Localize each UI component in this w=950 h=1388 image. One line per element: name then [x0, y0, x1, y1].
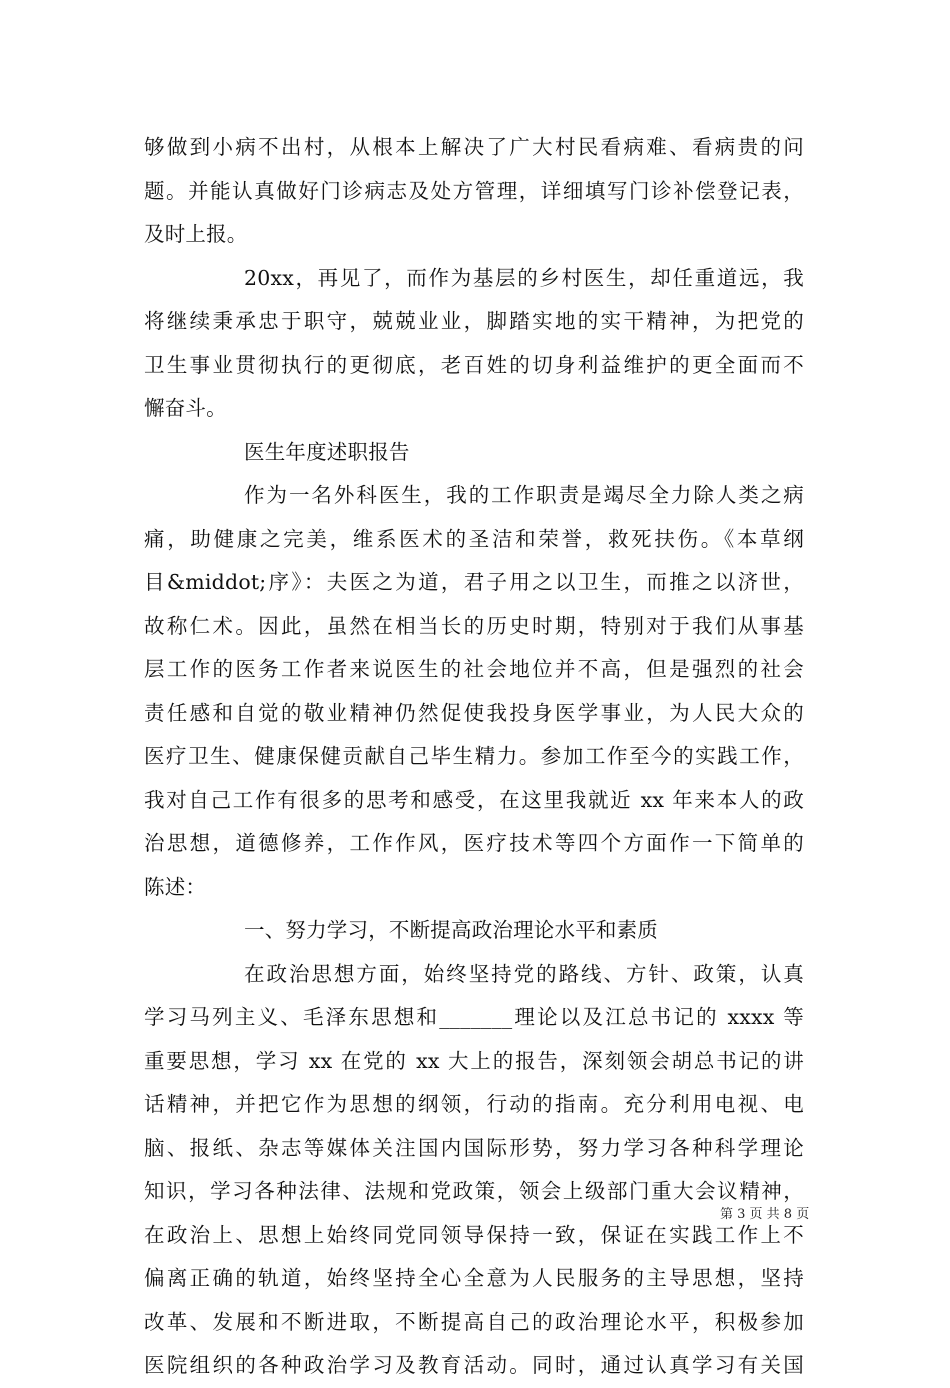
section-title: 医生年度述职报告 — [244, 439, 410, 464]
page-number-footer: 第 3 页 共 8 页 — [720, 1207, 810, 1222]
paragraph-line: 目&middot;序》：夫医之为道，君子用之以卫生，而推之以济世， — [144, 570, 804, 594]
paragraph-line: 在政治思想方面，始终坚持党的路线、方针、政策，认真 — [244, 961, 804, 986]
paragraph-line: 知识，学习各种法律、法规和党政策，领会上级部门重大会议精神， — [144, 1179, 804, 1203]
document-body — [144, 126, 804, 1388]
paragraph-line: 痛，助健康之完美，维系医术的圣洁和荣誉，救死扶伤。《本草纲 — [144, 526, 804, 551]
paragraph-line: 脑、报纸、杂志等媒体关注国内国际形势，努力学习各种科学理论 — [144, 1135, 804, 1160]
paragraph-line: 卫生事业贯彻执行的更彻底，老百姓的切身利益维护的更全面而不 — [144, 352, 804, 377]
paragraph-line: 及时上报。 — [144, 222, 248, 246]
paragraph-line: 改革、发展和不断进取，不断提高自己的政治理论水平，积极参加 — [144, 1309, 804, 1334]
paragraph-line: 偏离正确的轨道，始终坚持全心全意为人民服务的主导思想，坚持 — [144, 1266, 804, 1290]
paragraph-line: 将继续秉承忠于职守，兢兢业业，脚踏实地的实干精神，为把党的 — [144, 309, 804, 333]
paragraph-line: 懈奋斗。 — [144, 396, 227, 420]
paragraph-line: 我对自己工作有很多的思考和感受，在这里我就近 xx 年来本人的政 — [144, 787, 804, 812]
paragraph-line: 责任感和自觉的敬业精神仍然促使我投身医学事业，为人民大众的 — [144, 700, 804, 725]
paragraph-line: 层工作的医务工作者来说医生的社会地位并不高，但是强烈的社会 — [144, 657, 804, 681]
paragraph-line: 20xx，再见了，而作为基层的乡村医生，却任重道远，我 — [244, 265, 804, 290]
paragraph-line: 治思想，道德修养，工作作风，医疗技术等四个方面作一下简单的 — [144, 831, 804, 855]
paragraph-line: 陈述： — [144, 874, 207, 899]
paragraph-line: 作为一名外科医生，我的工作职责是竭尽全力除人类之病 — [244, 483, 804, 507]
paragraph-line: 够做到小病不出村，从根本上解决了广大村民看病难、看病贵的问 — [144, 135, 804, 159]
section-heading: 一、努力学习，不断提高政治理论水平和素质 — [244, 918, 658, 942]
paragraph-line: 故称仁术。因此，虽然在相当长的历史时期，特别对于我们从事基 — [144, 613, 804, 638]
paragraph-line: 题。并能认真做好门诊病志及处方管理，详细填写门诊补偿登记表， — [144, 178, 804, 203]
paragraph-line: 医院组织的各种政治学习及教育活动。同时，通过认真学习有关国 — [144, 1353, 804, 1377]
paragraph-line: 学习马列主义、毛泽东思想和_______理论以及江总书记的 xxxx 等 — [144, 1005, 804, 1029]
paragraph-line: 在政治上、思想上始终同党同领导保持一致，保证在实践工作上不 — [144, 1222, 804, 1247]
paragraph-line: 重要思想，学习 xx 在党的 xx 大上的报告，深刻领会胡总书记的讲 — [144, 1048, 804, 1073]
paragraph-line: 医疗卫生、健康保健贡献自己毕生精力。参加工作至今的实践工作， — [144, 744, 804, 768]
paragraph-line: 话精神，并把它作为思想的纲领，行动的指南。充分利用电视、电 — [144, 1092, 804, 1116]
